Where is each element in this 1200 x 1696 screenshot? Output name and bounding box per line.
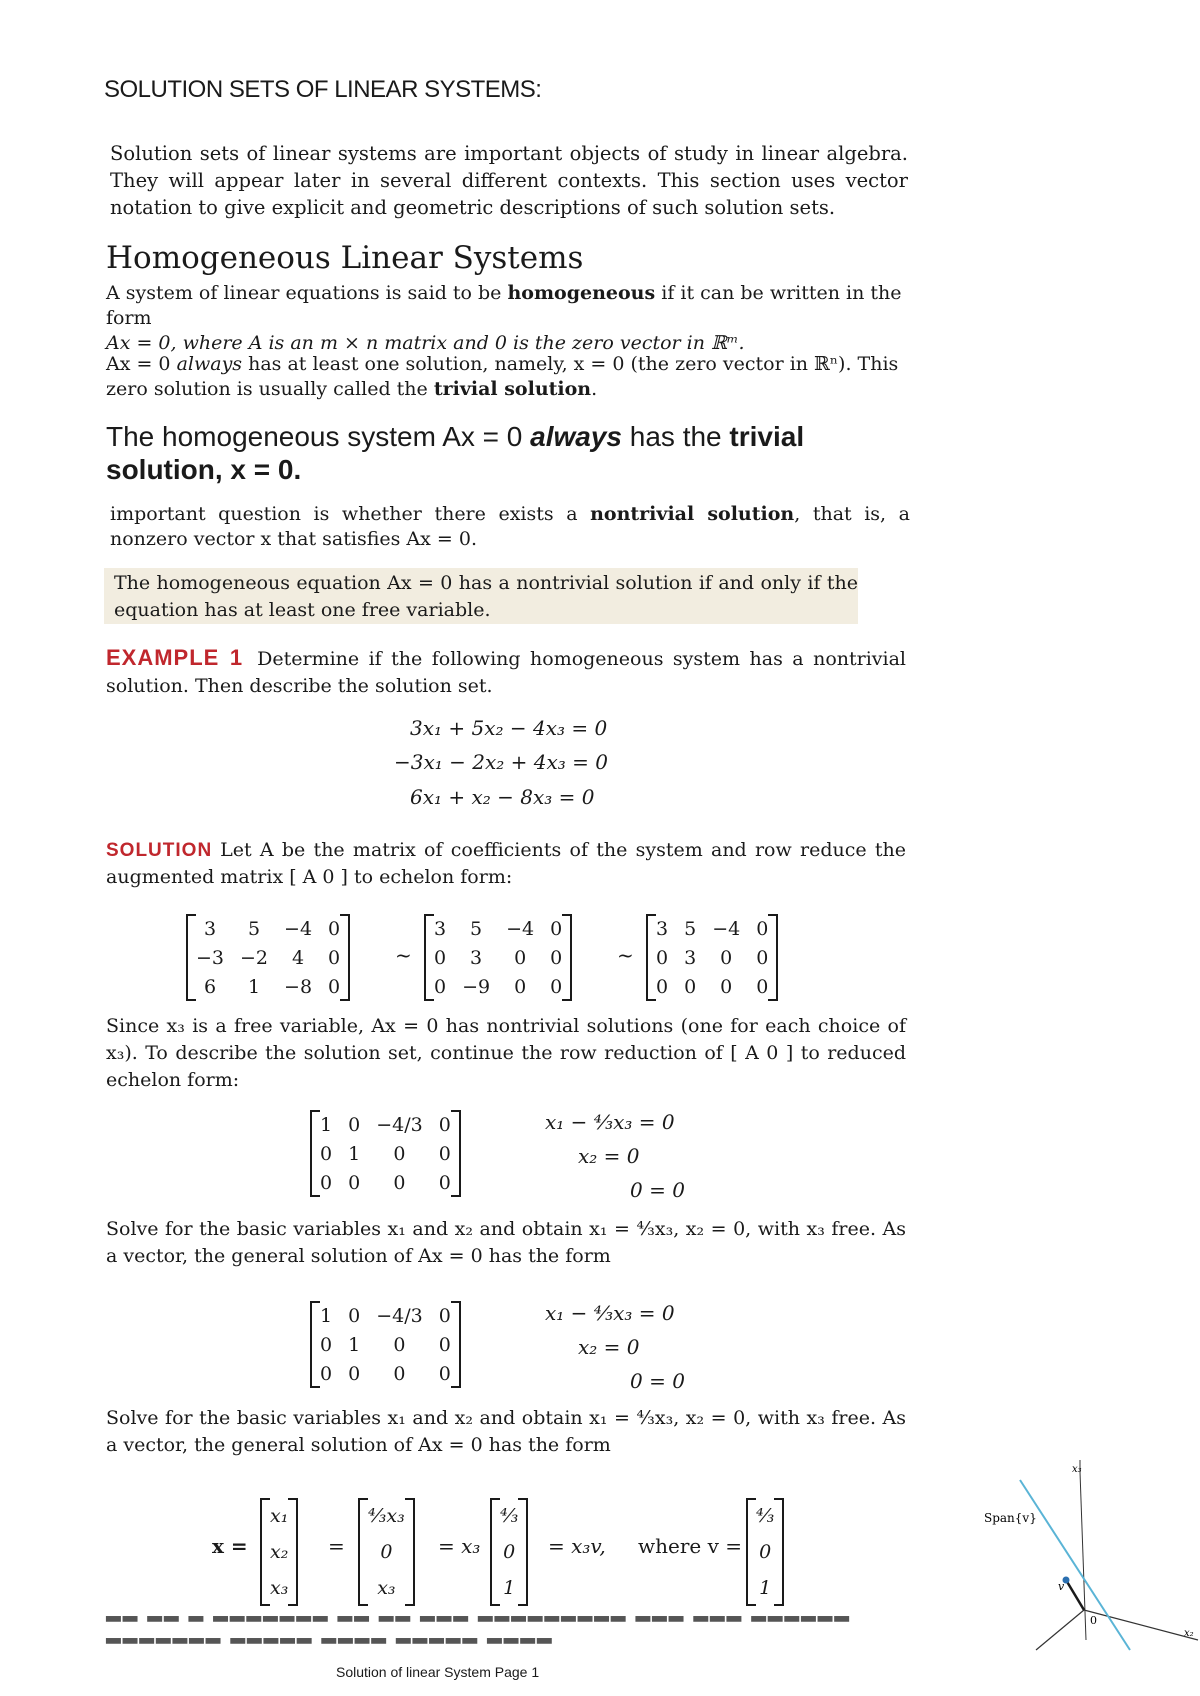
augmented-matrix: [188, 914, 348, 1001]
rref-cell: −4/3: [376, 1113, 423, 1136]
matrix-3-row: [648, 943, 776, 972]
matrix-3-cell: 0: [656, 946, 669, 969]
matrix-2-cell: 0: [514, 975, 527, 998]
rref-cell: 0: [438, 1333, 451, 1356]
rref-eq-2: x₂ = 0: [578, 1144, 640, 1168]
vector-v1-cell: x₂: [270, 1541, 289, 1563]
matrix-1-row: [188, 943, 348, 972]
rref-cell: 0: [438, 1171, 451, 1194]
vector-v3-cell: ⁴⁄₃: [500, 1505, 519, 1527]
vector-param: [360, 1498, 413, 1606]
solution-label: SOLUTION: [106, 840, 213, 861]
rref-eq-3: 0 = 0: [630, 1178, 685, 1202]
echelon-step-matrix: [426, 914, 570, 1001]
rref-row: [312, 1110, 459, 1139]
zero-always: always: [176, 353, 243, 375]
matrix-3-cell: 3: [656, 917, 669, 940]
x3-axis: [1080, 1472, 1086, 1640]
matrix-2-row: [426, 914, 570, 943]
rref-cell: 0: [438, 1142, 451, 1165]
vector-v3-cell: 0: [503, 1541, 516, 1563]
system-eq-2: −3x₁ − 2x₂ + 4x₃ = 0: [394, 750, 608, 774]
matrix-1-cell: −3: [196, 946, 225, 969]
matrix-2-row: [426, 943, 570, 972]
matrix-1-row: [188, 914, 348, 943]
matrix-1-cell: 1: [247, 975, 261, 998]
matrix-1-cell: 0: [328, 946, 341, 969]
theorem-text: The homogeneous equation Ax = 0 has a nontrivial solution if and only if the equation has at least one free variable.: [114, 572, 858, 621]
matrix-3-cell: 5: [684, 917, 697, 940]
vector-v4-cell: ⁴⁄₃: [756, 1505, 775, 1527]
rref-cell: 0: [320, 1362, 333, 1385]
matrix-1-cell: 4: [291, 946, 305, 969]
zero-mid: has at least one solution, namely, x = 0 (the zero vector in ℝⁿ). This zero solution is usually called the: [106, 353, 899, 400]
rref-cell: 0: [393, 1171, 406, 1194]
rref-row: [312, 1359, 459, 1388]
vector-v2-cell: ⁴⁄₃x₃: [368, 1505, 405, 1527]
rref-cell: 0: [393, 1142, 406, 1165]
row-equivalent-symbol: ~: [395, 943, 412, 967]
matrix-3-cell: 0: [720, 975, 733, 998]
x2-axis: [1084, 1610, 1198, 1640]
matrix-3-row: [648, 914, 776, 943]
span-line: [1020, 1480, 1130, 1650]
matrix-3-cell: 0: [720, 946, 733, 969]
matrix-1-cell: −4: [284, 917, 313, 940]
vector-eq-x3v: = x₃v,: [548, 1534, 606, 1558]
page-footer: Solution of linear System Page 1: [336, 1664, 540, 1680]
rref-cell: 1: [348, 1333, 361, 1356]
solution-paragraph: [106, 837, 906, 891]
matrix-3-cell: −4: [712, 917, 741, 940]
matrix-3-cell: 3: [684, 946, 697, 969]
matrix-2-cell: 5: [470, 917, 483, 940]
matrix-3-cell: 0: [756, 975, 769, 998]
def-line2: Ax = 0, where A is an m × n matrix and 0 is the zero vector in ℝᵐ.: [106, 332, 745, 354]
def-bold: homogeneous: [507, 282, 656, 304]
zero-pre: Ax = 0: [106, 353, 177, 375]
q-post: , that is, a nonzero vector x that satisfies Ax = 0.: [110, 503, 910, 550]
big-pre: The homogeneous system Ax = 0: [106, 421, 531, 452]
matrix-3-cell: 0: [756, 946, 769, 969]
matrix-1-cell: 3: [203, 917, 217, 940]
matrix-2-cell: 0: [550, 946, 563, 969]
matrix-2-cell: 0: [434, 975, 447, 998]
rref-row: [312, 1139, 459, 1168]
matrix-1-cell: 5: [247, 917, 261, 940]
question-paragraph: [110, 502, 910, 552]
vector-v1-cell: x₃: [270, 1577, 289, 1599]
rref-cell: 0: [348, 1304, 361, 1327]
span-label: Span{v}: [984, 1511, 1037, 1525]
matrix-2-cell: 0: [514, 946, 527, 969]
since-paragraph: Since x₃ is a free variable, Ax = 0 has nontrivial solutions (one for each choice of x₃). To describe the solution set, continue the row reduction of [ A 0 ] to reduced echelon form:: [106, 1015, 906, 1091]
rref-cell: 1: [348, 1142, 361, 1165]
rref-matrix-repeat: [312, 1301, 459, 1388]
rref-cell: 0: [438, 1362, 451, 1385]
rref-cell: 0: [320, 1333, 333, 1356]
zero-bold: trivial solution: [433, 378, 592, 400]
vector-x: [262, 1498, 296, 1606]
rref-cell: 0: [438, 1304, 451, 1327]
big-always: always: [530, 421, 622, 452]
matrix-1-row: [188, 972, 348, 1001]
matrix-1-cell: 0: [328, 917, 341, 940]
vector-v1-cell: x₁: [270, 1505, 289, 1527]
matrix-2-cell: 0: [434, 946, 447, 969]
vector-equals-1: =: [328, 1534, 345, 1558]
system-eq-3: 6x₁ + x₂ − 8x₃ = 0: [410, 785, 595, 809]
matrix-1-cell: 6: [203, 975, 217, 998]
origin-label: 0: [1090, 1614, 1097, 1627]
q-bold: nontrivial solution: [590, 503, 795, 525]
rref-row: [312, 1301, 459, 1330]
definition-paragraph: [106, 281, 906, 356]
matrix-2-cell: 3: [434, 917, 447, 940]
vector-v3-cell: 1: [503, 1577, 516, 1599]
matrix-2-cell: 3: [470, 946, 483, 969]
rref-matrix: [312, 1110, 459, 1197]
big-bold: trivial solution: [106, 421, 805, 485]
matrix-1-cell: 0: [328, 975, 341, 998]
v-label: v: [1058, 1580, 1065, 1593]
def-text: A system of linear equations is said to be: [106, 282, 508, 304]
x2-label: x₂: [1184, 1628, 1194, 1639]
row-equivalent-symbol-2: ~: [617, 943, 634, 967]
rref-row: [312, 1330, 459, 1359]
matrix-3-cell: 0: [684, 975, 697, 998]
solve-paragraph: Solve for the basic variables x₁ and x₂ and obtain x₁ = ⁴⁄₃x₃, x₂ = 0, with x₃ free. As a vector, the general solution of Ax = 0 has the form: [106, 1218, 906, 1267]
rref-cell: 0: [320, 1171, 333, 1194]
matrix-2-cell: −4: [506, 917, 535, 940]
matrix-2-row: [426, 972, 570, 1001]
matrix-2-cell: 0: [550, 917, 563, 940]
matrix-1-cell: −2: [240, 946, 269, 969]
vector-v-def: [748, 1498, 782, 1606]
vector-x-lhs: x =: [212, 1534, 248, 1558]
x3-label: x₃: [1072, 1464, 1082, 1475]
cut-off-text: ▂▂ ▂▂ ▂ ▂▂▂▂▂▂▂ ▂▂ ▂▂ ▂▂▂ ▂▂▂▂▂▂▂▂▂ ▂▂▂ ▂▂▂ ▂▂▂▂▂▂ ▂▂▂▂▂▂▂ ▂▂▂▂▂ ▂▂▂▂ ▂▂▂▂▂ ▂▂▂▂: [106, 1600, 851, 1644]
intro-paragraph: Solution sets of linear systems are important objects of study in linear algebra. They will appear later in several different contexts. This section uses vector notation to give explicit and geometric descriptions of such solution sets.: [110, 142, 908, 219]
vector-v4-cell: 0: [759, 1541, 772, 1563]
rref-cell: 1: [320, 1113, 333, 1136]
matrix-3-cell: 0: [656, 975, 669, 998]
system-eq-1: 3x₁ + 5x₂ − 4x₃ = 0: [410, 716, 608, 740]
vector-where: where v =: [638, 1534, 743, 1558]
matrix-2-cell: 0: [550, 975, 563, 998]
zero-post: .: [591, 378, 598, 400]
big-mid: has the: [622, 421, 730, 452]
rref-eq-3-repeat: 0 = 0: [630, 1369, 685, 1393]
vector-v4-cell: 1: [759, 1577, 772, 1599]
rref-eq-2-repeat: x₂ = 0: [578, 1335, 640, 1359]
vector-scalar: = x₃: [438, 1534, 481, 1558]
matrix-3-cell: 0: [756, 917, 769, 940]
x1-axis: [1036, 1610, 1084, 1650]
highlight-statement: [106, 420, 906, 486]
example-label: EXAMPLE 1: [106, 645, 244, 670]
rref-cell: 0: [348, 1171, 361, 1194]
vector-v2-cell: 0: [380, 1541, 393, 1563]
page-title: SOLUTION SETS OF LINEAR SYSTEMS:: [104, 76, 542, 103]
rref-eq-1-repeat: x₁ − ⁴⁄₃x₃ = 0: [545, 1301, 675, 1325]
matrix-1-cell: −8: [284, 975, 313, 998]
matrix-2-cell: −9: [462, 975, 491, 998]
rref-cell: −4/3: [376, 1304, 423, 1327]
vector-v: [492, 1498, 526, 1606]
rref-cell: 0: [438, 1113, 451, 1136]
rref-cell: 0: [393, 1362, 406, 1385]
def-text-post: if it can be written in the form: [106, 282, 902, 329]
vector-v-arrow: [1066, 1580, 1084, 1610]
section-heading: Homogeneous Linear Systems: [106, 240, 584, 276]
rref-row: [312, 1168, 459, 1197]
matrix-3-row: [648, 972, 776, 1001]
rref-eq-1: x₁ − ⁴⁄₃x₃ = 0: [545, 1110, 675, 1134]
span-figure: [980, 1460, 1200, 1650]
q-pre: important question is whether there exists a: [110, 503, 591, 525]
solve-paragraph-repeat: Solve for the basic variables x₁ and x₂ and obtain x₁ = ⁴⁄₃x₃, x₂ = 0, with x₃ free. As a vector, the general solution of Ax = 0 has the form: [106, 1407, 906, 1456]
vector-v2-cell: x₃: [377, 1577, 396, 1599]
example-text: Determine if the following homogeneous system has a nontrivial solution. Then describe the solution set.: [106, 648, 906, 697]
rref-cell: 1: [320, 1304, 333, 1327]
echelon-matrix: [648, 914, 776, 1001]
solution-text: Let A be the matrix of coefficients of the system and row reduce the augmented matrix [ A 0 ] to echelon form:: [106, 839, 906, 888]
rref-cell: 0: [348, 1362, 361, 1385]
zero-solution-paragraph: [106, 352, 906, 402]
rref-cell: 0: [393, 1333, 406, 1356]
rref-cell: 0: [348, 1113, 361, 1136]
rref-cell: 0: [320, 1142, 333, 1165]
example-paragraph: [106, 644, 906, 700]
big-post: , x = 0.: [214, 454, 302, 485]
